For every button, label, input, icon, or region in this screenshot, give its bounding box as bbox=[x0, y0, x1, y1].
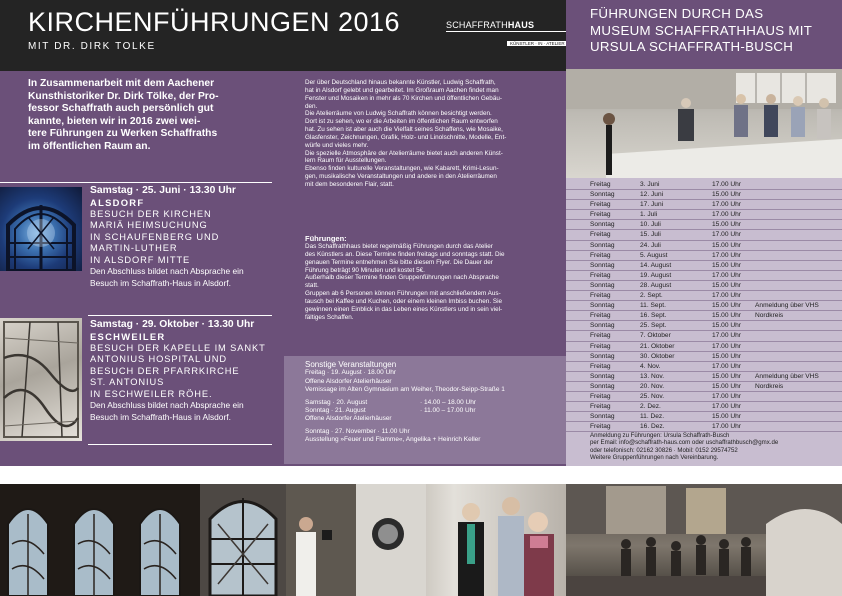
event-note-line: Den Abschluss bildet nach Absprache ein bbox=[90, 400, 244, 411]
schedule-date: 24. Juli bbox=[640, 241, 661, 249]
schedule-time: 17.00 Uhr bbox=[712, 231, 741, 239]
about-line: Dort ist zu sehen, wo er die Arbeiten im öffentlichen Raum entworfen bbox=[305, 118, 498, 126]
schedule-day: Sonntag bbox=[590, 261, 615, 269]
schedule-row bbox=[590, 311, 840, 321]
about-line: mit dem besonderen Flair, statt. bbox=[305, 180, 394, 188]
schedule-time: 17.00 Uhr bbox=[712, 201, 741, 209]
about-line: Die Atelierräume von Ludwig Schaffrath können besichtigt werden. bbox=[305, 110, 492, 118]
about-line: würfe und vieles mehr. bbox=[305, 141, 369, 149]
schedule-day: Sonntag bbox=[590, 191, 615, 199]
schedule-row bbox=[590, 402, 840, 412]
other-events-row-date: Samstag · 20. August bbox=[305, 398, 368, 406]
tours-line: Außerhalb dieser Termine finden Gruppenführungen nach Absprache bbox=[305, 274, 499, 282]
stained-glass-window-image bbox=[0, 187, 82, 271]
intro-line: Kunsthistoriker Dr. Dirk Tölke, der Pro- bbox=[28, 90, 219, 102]
schedule-day: Sonntag bbox=[590, 372, 615, 380]
schedule-footer-line: per Email: info@schaffrath-haus.com oder uschaffrathbusch@gmx.de bbox=[590, 439, 779, 447]
logo-name-part-1: SCHAFFRATH bbox=[446, 20, 508, 30]
schedule-row bbox=[590, 220, 840, 230]
other-events-row-time: · 11.00 – 17.00 Uhr bbox=[420, 406, 476, 414]
schedule-time: 17.00 Uhr bbox=[712, 362, 741, 370]
event-note-line: Besuch im Schaffrath-Haus in Alsdorf. bbox=[90, 277, 231, 288]
schaffrathhaus-logo bbox=[446, 20, 568, 50]
schedule-row bbox=[590, 261, 840, 271]
schedule-date: 12. Juni bbox=[640, 191, 664, 199]
other-events-line: Ausstellung »Feuer und Flamme«, Angelika + Heinrich Keller bbox=[305, 436, 481, 444]
schedule-note: Anmeldung über VHS bbox=[755, 302, 819, 310]
tours-line: des Künstlers an. Diese Termine finden freitags und sonntags statt. Die bbox=[305, 250, 505, 258]
tours-line: statt. bbox=[305, 282, 319, 290]
about-line: Ebenso finden kulturelle Veranstaltungen, wie Kabarett, Krimi-Lesun- bbox=[305, 165, 499, 173]
schedule-date: 16. Dez. bbox=[640, 423, 665, 431]
schedule-day: Freitag bbox=[590, 292, 611, 300]
schedule-row bbox=[590, 200, 840, 210]
section-divider bbox=[0, 182, 272, 183]
header-bar bbox=[0, 0, 566, 71]
schedule-footer bbox=[590, 432, 840, 462]
schedule-row bbox=[590, 342, 840, 352]
tours-line: fältiges Schaffen. bbox=[305, 313, 354, 321]
schedule-day: Sonntag bbox=[590, 281, 615, 289]
schedule-row bbox=[590, 281, 840, 291]
schedule-day: Sonntag bbox=[590, 322, 615, 330]
schedule-date: 21. Oktober bbox=[640, 342, 675, 350]
schedule-day: Freitag bbox=[590, 403, 611, 411]
schedule-date: 2. Sept. bbox=[640, 292, 663, 300]
tours-line: gewinnen einen Einblick in das Leben eines Künstlers und in sein viel- bbox=[305, 305, 503, 313]
schedule-row bbox=[590, 331, 840, 341]
schedule-date: 2. Dez. bbox=[640, 403, 661, 411]
event-desc-line: ST. ANTONIUS bbox=[90, 377, 165, 388]
intro-line: fessor Schaffrath auch persönlich gut bbox=[28, 103, 214, 115]
other-events-line: Offene Alsdorfer Atelierhäuser bbox=[305, 414, 392, 422]
logo-name-part-2: HAUS bbox=[507, 20, 535, 30]
section-divider bbox=[88, 444, 272, 445]
schedule-time: 15.00 Uhr bbox=[712, 302, 741, 310]
event-desc-line: MARIÄ HEIMSUCHUNG bbox=[90, 220, 208, 231]
event-date: Samstag · 25. Juni · 13.30 Uhr bbox=[90, 185, 236, 196]
atelier-visitors-photo bbox=[286, 484, 566, 596]
schedule-row bbox=[590, 412, 840, 422]
tours-heading: Führungen: bbox=[305, 234, 347, 243]
museum-tour-title-line: FÜHRUNGEN DURCH DAS bbox=[590, 6, 764, 21]
other-events-row bbox=[305, 399, 560, 407]
schedule-row bbox=[590, 210, 840, 220]
tours-line: Gruppen ab 6 Personen können Führungen mit anschließendem Aus- bbox=[305, 290, 501, 298]
event-eschweiler bbox=[90, 319, 290, 423]
schedule-date: 30. Oktober bbox=[640, 352, 675, 360]
schedule-row bbox=[590, 180, 840, 190]
other-events-row-date: Sonntag · 21. August bbox=[305, 406, 366, 414]
schedule-row bbox=[590, 190, 840, 200]
schedule-row bbox=[590, 230, 840, 240]
schedule-time: 17.00 Uhr bbox=[712, 342, 741, 350]
other-events-heading: Sonstige Veranstaltungen bbox=[305, 360, 397, 369]
schedule-time: 17.00 Uhr bbox=[712, 251, 741, 259]
museum-tour-title bbox=[566, 0, 842, 69]
schedule-time: 15.00 Uhr bbox=[712, 322, 741, 330]
schedule-time: 17.00 Uhr bbox=[712, 271, 741, 279]
schedule-day: Freitag bbox=[590, 423, 611, 431]
about-line: hat in Alsdorf gelebt und gearbeitet. Im Großraum Aachen findet man bbox=[305, 86, 499, 94]
schedule-date: 4. Nov. bbox=[640, 362, 661, 370]
schedule-day: Freitag bbox=[590, 251, 611, 259]
schedule-date: 13. Nov. bbox=[640, 372, 665, 380]
schedule-time: 17.00 Uhr bbox=[712, 403, 741, 411]
schedule-day: Sonntag bbox=[590, 413, 615, 421]
church-window-detail-photo bbox=[200, 484, 286, 596]
schedule-row bbox=[590, 382, 840, 392]
schedule-date: 25. Nov. bbox=[640, 392, 665, 400]
about-line: Der über Deutschland hinaus bekannte Künstler, Ludwig Schaffrath, bbox=[305, 79, 496, 86]
tours-line: genauen Termine entnehmen Sie bitte diesem Flyer. Die Dauer der bbox=[305, 258, 493, 266]
schedule-day: Sonntag bbox=[590, 221, 615, 229]
other-events-line: Freitag · 19. August · 18.00 Uhr bbox=[305, 369, 397, 377]
tours-text bbox=[305, 234, 557, 321]
schedule-time: 15.00 Uhr bbox=[712, 382, 741, 390]
tours-line: tausch bei Kaffee und Kuchen, oder einem kleinen Imbiss buchen. Sie bbox=[305, 297, 503, 305]
page-subtitle: MIT DR. DIRK TOLKE bbox=[28, 41, 156, 52]
schedule-date: 20. Nov. bbox=[640, 382, 665, 390]
about-line: lern Raum für Ausstellungen. bbox=[305, 157, 387, 165]
schedule-day: Sonntag bbox=[590, 352, 615, 360]
schedule-day: Freitag bbox=[590, 392, 611, 400]
schedule-time: 15.00 Uhr bbox=[712, 413, 741, 421]
schedule-date: 11. Dez. bbox=[640, 413, 665, 421]
schedule-row bbox=[590, 372, 840, 382]
schedule-time: 17.00 Uhr bbox=[712, 211, 741, 219]
schedule-time: 15.00 Uhr bbox=[712, 312, 741, 320]
event-desc-line: IN SCHAUFENBERG UND bbox=[90, 231, 220, 242]
schedule-date: 15. Juli bbox=[640, 231, 661, 239]
about-line: Glasfenster, Zeichnungen, Grafik, Holz- und Linolschnitte, Modelle, Ent- bbox=[305, 133, 507, 141]
schedule-row bbox=[590, 291, 840, 301]
schedule-time: 15.00 Uhr bbox=[712, 281, 741, 289]
event-desc-line: ANTONIUS HOSPITAL UND bbox=[90, 354, 228, 365]
schedule-footer-line: Weitere Gruppenführungen nach Vereinbarung. bbox=[590, 454, 719, 462]
about-line: den. bbox=[305, 102, 318, 110]
intro-line: tere Führungen zu Werken Schaffraths bbox=[28, 128, 218, 140]
schedule-row bbox=[590, 321, 840, 331]
about-line: gen, musikalische Veranstaltungen und andere in den Atelierräumen bbox=[305, 173, 497, 181]
schedule-time: 17.00 Uhr bbox=[712, 423, 741, 431]
event-desc-line: IN ESCHWEILER RÖHE. bbox=[90, 388, 213, 399]
tours-line: Das Schaffrathhaus bietet regelmäßig Führungen durch das Atelier bbox=[305, 243, 493, 250]
schedule-time: 15.00 Uhr bbox=[712, 352, 741, 360]
intro-line: im öffentlichen Raum an. bbox=[28, 140, 151, 152]
other-events-line: Vernissage im Alten Gymnasium am Weiher, Theodor-Seipp-Straße 1 bbox=[305, 385, 505, 393]
schedule-row bbox=[590, 352, 840, 362]
schedule-day: Freitag bbox=[590, 211, 611, 219]
schedule-row bbox=[590, 362, 840, 372]
schedule-date: 1. Juli bbox=[640, 211, 658, 219]
schedule-row bbox=[590, 251, 840, 261]
schedule-date: 14. August bbox=[640, 261, 672, 269]
intro-line: In Zusammenarbeit mit dem Aachener bbox=[28, 78, 215, 89]
schedule-date: 25. Sept. bbox=[640, 322, 667, 330]
schedule-footer-line: Anmeldung zu Führungen: Ursula Schaffrath-Busch bbox=[590, 432, 730, 439]
schedule-day: Sonntag bbox=[590, 382, 615, 390]
schedule-time: 17.00 Uhr bbox=[712, 292, 741, 300]
page-title: KIRCHENFÜHRUNGEN 2016 bbox=[28, 7, 401, 37]
schedule-footer-line: oder telefonisch: 02162 30826 · Mobil: 0152 29574752 bbox=[590, 446, 738, 454]
intro-text bbox=[28, 78, 273, 154]
schedule-time: 17.00 Uhr bbox=[712, 332, 741, 340]
museum-tour-title-line: MUSEUM SCHAFFRATHHAUS MIT bbox=[590, 22, 813, 38]
schedule-day: Freitag bbox=[590, 271, 611, 279]
other-events-row-time: · 14.00 – 18.00 Uhr bbox=[420, 398, 477, 406]
intro-line: kannte, bieten wir in 2016 zwei wei- bbox=[28, 115, 201, 127]
schedule-day: Sonntag bbox=[590, 241, 615, 249]
schedule-date: 5. August bbox=[640, 251, 668, 259]
schedule-time: 15.00 Uhr bbox=[712, 261, 741, 269]
event-place: ESCHWEILER bbox=[90, 331, 166, 342]
stained-glass-panel-image bbox=[0, 318, 82, 441]
tours-line: Führung beträgt 90 Minuten und kostet 5€. bbox=[305, 266, 425, 274]
schedule-time: 17.00 Uhr bbox=[712, 392, 741, 400]
schedule-day: Freitag bbox=[590, 312, 611, 320]
schedule-row bbox=[590, 241, 840, 251]
schedule-day: Freitag bbox=[590, 231, 611, 239]
event-note-line: Den Abschluss bildet nach Absprache ein bbox=[90, 266, 244, 277]
about-line: Fenster und Mosaiken in mehr als 70 Kirchen und öffentlichen Gebäu- bbox=[305, 94, 503, 102]
event-date: Samstag · 29. Oktober · 13.30 Uhr bbox=[90, 319, 255, 330]
schedule-time: 15.00 Uhr bbox=[712, 372, 741, 380]
schedule-date: 17. Juni bbox=[640, 201, 664, 209]
schedule-date: 19. August bbox=[640, 271, 672, 279]
event-desc-line: IN ALSDORF MITTE bbox=[90, 254, 191, 265]
schedule-time: 15.00 Uhr bbox=[712, 191, 741, 199]
schedule-note: Anmeldung über VHS bbox=[755, 372, 819, 380]
event-alsdorf bbox=[90, 185, 290, 289]
schedule-note: Nordkreis bbox=[755, 382, 784, 390]
logo-tagline: KÜNSTLER · IN · ATELIER bbox=[507, 41, 568, 46]
schedule-day: Freitag bbox=[590, 332, 611, 340]
schedule-date: 28. August bbox=[640, 281, 672, 289]
schedule-time: 17.00 Uhr bbox=[712, 181, 741, 188]
schedule-date: 7. Oktober bbox=[640, 332, 671, 340]
about-text bbox=[305, 79, 557, 189]
schedule-note: Nordkreis bbox=[755, 312, 784, 320]
other-events-line: Sonntag · 27. November · 11.00 Uhr bbox=[305, 427, 410, 435]
event-desc-line: MARTIN-LUTHER bbox=[90, 243, 178, 254]
other-events-row bbox=[305, 407, 560, 415]
museum-tour-title-line: URSULA SCHAFFRATH-BUSCH bbox=[590, 39, 794, 54]
event-desc-line: BESUCH DER PFARRKIRCHE bbox=[90, 365, 240, 376]
event-place: ALSDORF bbox=[90, 197, 145, 208]
schedule-day: Freitag bbox=[590, 362, 611, 370]
schedule-row bbox=[590, 392, 840, 402]
other-events-line: Offene Alsdorfer Atelierhäuser bbox=[305, 377, 392, 385]
schedule-date: 16. Sept. bbox=[640, 312, 667, 320]
schedule-day: Freitag bbox=[590, 181, 611, 188]
schedule-day: Freitag bbox=[590, 201, 611, 209]
church-group-photo bbox=[566, 484, 842, 596]
event-desc-line: BESUCH DER KIRCHEN bbox=[90, 208, 212, 219]
section-divider bbox=[88, 315, 272, 316]
about-line: Die spezielle Atmosphäre der Atelierräume bietet auch anderen Künst- bbox=[305, 149, 503, 157]
schedule-time: 15.00 Uhr bbox=[712, 221, 741, 229]
schedule-time: 15.00 Uhr bbox=[712, 241, 741, 249]
schedule-date: 10. Juli bbox=[640, 221, 661, 229]
event-desc-line: BESUCH DER KAPELLE IM SANKT bbox=[90, 342, 266, 353]
church-windows-photo bbox=[0, 484, 200, 596]
schedule-date: 3. Juni bbox=[640, 181, 660, 188]
schedule-day: Sonntag bbox=[590, 302, 615, 310]
schedule-day: Freitag bbox=[590, 342, 611, 350]
event-note-line: Besuch im Schaffrath-Haus in Alsdorf. bbox=[90, 411, 231, 422]
schedule-row bbox=[590, 301, 840, 311]
schedule-row bbox=[590, 271, 840, 281]
tour-schedule-table bbox=[590, 180, 840, 432]
museum-tour-photo bbox=[566, 69, 842, 178]
schedule-row bbox=[590, 422, 840, 432]
about-line: hat. Zu sehen ist aber auch die Vielfalt seines Schaffens, wie Mosaike, bbox=[305, 126, 503, 134]
other-events bbox=[305, 360, 560, 444]
schedule-date: 11. Sept. bbox=[640, 302, 666, 310]
